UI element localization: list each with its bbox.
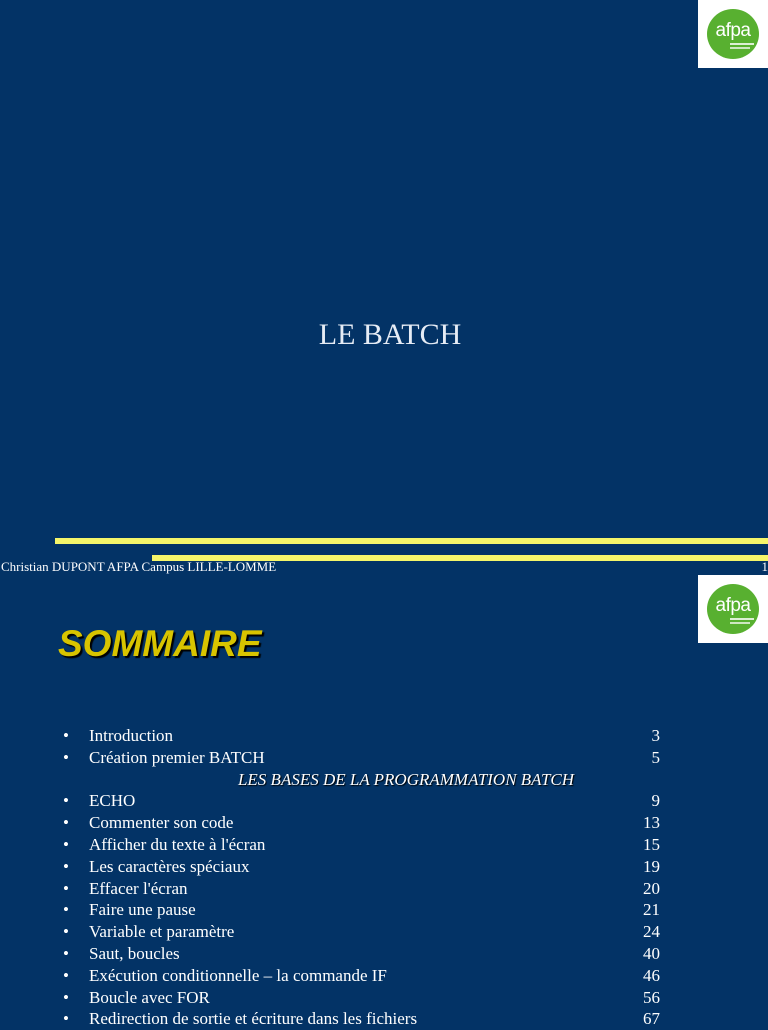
slide-footer: Christian DUPONT AFPA Campus LILLE-LOMME bbox=[1, 559, 276, 575]
slide-title: LE BATCH bbox=[0, 318, 768, 352]
bullet-icon: • bbox=[63, 987, 69, 1009]
bullet-icon: • bbox=[63, 834, 69, 856]
toc-item bbox=[0, 921, 768, 943]
slide-page-number: 1 bbox=[762, 559, 768, 575]
toc-item bbox=[0, 834, 768, 856]
toc-item-page: 3 bbox=[652, 725, 661, 747]
afpa-logo-text: afpa bbox=[707, 595, 759, 617]
toc-item-page: 56 bbox=[643, 987, 660, 1009]
toc-item bbox=[0, 899, 768, 921]
toc-item-label: Les caractères spéciaux bbox=[89, 856, 249, 878]
toc-section-label: LES BASES DE LA PROGRAMMATION BATCH bbox=[0, 769, 768, 791]
bullet-icon: • bbox=[63, 856, 69, 878]
toc-item-page: 21 bbox=[643, 899, 660, 921]
afpa-logo bbox=[698, 575, 768, 643]
toc-item-page: 20 bbox=[643, 878, 660, 900]
bullet-icon: • bbox=[63, 921, 69, 943]
toc-item-label: Création premier BATCH bbox=[89, 747, 265, 769]
afpa-logo-circle bbox=[707, 584, 759, 634]
toc-item bbox=[0, 790, 768, 812]
toc-item bbox=[0, 1008, 768, 1030]
summary-heading: SOMMAIRE bbox=[58, 623, 262, 665]
toc-item-page: 19 bbox=[643, 856, 660, 878]
toc-item-page: 40 bbox=[643, 943, 660, 965]
toc-item-label: Introduction bbox=[89, 725, 173, 747]
bullet-icon: • bbox=[63, 812, 69, 834]
bullet-icon: • bbox=[63, 878, 69, 900]
bullet-icon: • bbox=[63, 899, 69, 921]
toc-item-page: 24 bbox=[643, 921, 660, 943]
toc-item-label: Commenter son code bbox=[89, 812, 233, 834]
toc-item bbox=[0, 943, 768, 965]
toc-item-label: Effacer l'écran bbox=[89, 878, 188, 900]
afpa-logo-text: afpa bbox=[707, 20, 759, 42]
toc-item bbox=[0, 747, 768, 769]
bullet-icon: • bbox=[63, 1008, 69, 1030]
toc-item-label: ECHO bbox=[89, 790, 135, 812]
toc-item bbox=[0, 812, 768, 834]
toc-item bbox=[0, 987, 768, 1009]
toc-item-page: 13 bbox=[643, 812, 660, 834]
toc-item-page: 46 bbox=[643, 965, 660, 987]
toc-item-label: Afficher du texte à l'écran bbox=[89, 834, 265, 856]
bullet-icon: • bbox=[63, 943, 69, 965]
afpa-logo bbox=[698, 0, 768, 68]
afpa-logo-circle bbox=[707, 9, 759, 59]
accent-line-top bbox=[55, 538, 768, 544]
toc-item bbox=[0, 725, 768, 747]
toc-item-page: 5 bbox=[652, 747, 661, 769]
toc-item-label: Saut, boucles bbox=[89, 943, 180, 965]
bullet-icon: • bbox=[63, 790, 69, 812]
bullet-icon: • bbox=[63, 965, 69, 987]
toc-item-label: Redirection de sortie et écriture dans les fichiers bbox=[89, 1008, 417, 1030]
toc-item bbox=[0, 878, 768, 900]
table-of-contents bbox=[0, 725, 768, 1030]
toc-item-page: 67 bbox=[643, 1008, 660, 1030]
toc-item bbox=[0, 856, 768, 878]
toc-item-label: Boucle avec FOR bbox=[89, 987, 210, 1009]
toc-item-page: 9 bbox=[652, 790, 661, 812]
bullet-icon: • bbox=[63, 725, 69, 747]
toc-item-label: Faire une pause bbox=[89, 899, 196, 921]
toc-item-label: Variable et paramètre bbox=[89, 921, 234, 943]
bullet-icon: • bbox=[63, 747, 69, 769]
toc-item-label: Exécution conditionnelle – la commande IF bbox=[89, 965, 387, 987]
toc-section-heading bbox=[0, 769, 768, 791]
toc-item-page: 15 bbox=[643, 834, 660, 856]
toc-item bbox=[0, 965, 768, 987]
summary-slide bbox=[0, 575, 768, 1024]
